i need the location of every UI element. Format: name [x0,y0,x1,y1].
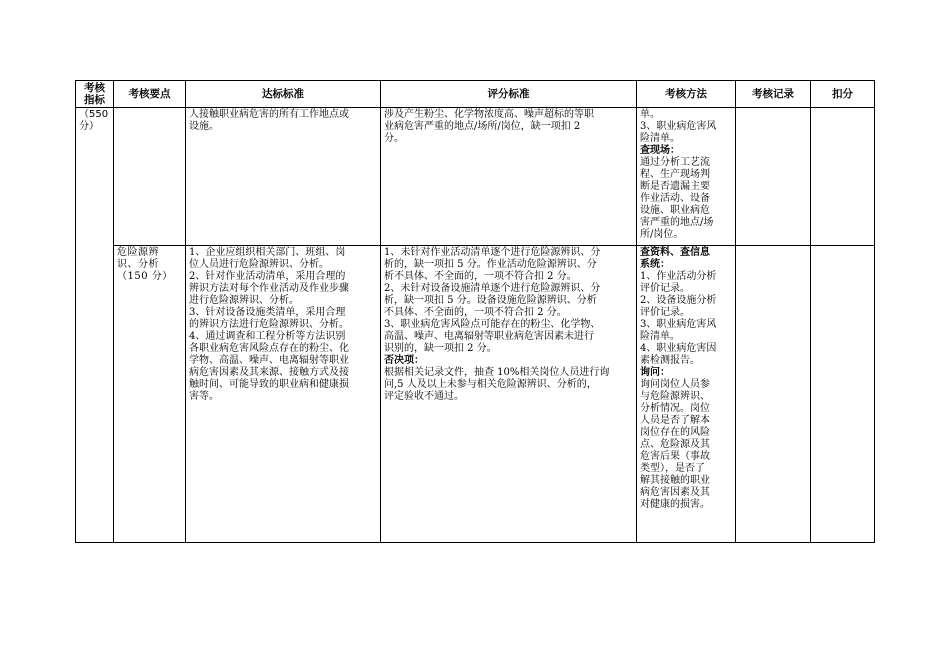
text-line: 根据相关记录文件，抽查 10%相关岗位人员进行询 [384,367,610,378]
text-line: 识、分析 [117,259,159,270]
text-line: 的辨识方法进行危险源辨识、分析。 [189,319,349,330]
text-line: 高温、噪声、电离辐射等职业病危害因素未进行 [384,331,594,342]
text-line: 识别的，缺一项扣 2 分。 [384,343,497,354]
deduction-cell [811,246,875,543]
text-line: 析，缺一项扣 5 分。设备设施危险源辨识、分析 [384,295,597,306]
text-line: 人员是否了解本 [640,415,710,426]
header-key-points: 考核要点 [114,81,186,108]
header-scoring: 评分标准 [381,81,637,108]
text-line: 各职业病危害风险点存在的粉尘、化 [189,343,349,354]
text-line: 否决项： [384,355,424,366]
text-line: 害等。 [189,391,219,402]
text-line: 学物、高温、噪声、电离辐射等职业 [189,355,349,366]
text-line: 解其接触的职业 [640,475,710,486]
text-line: 3、职业病危害风 [640,121,717,132]
table-row [76,246,875,543]
header-record: 考核记录 [736,81,811,108]
text-line: 设施。 [189,121,219,132]
text-line: 病危害因素及其 [640,487,710,498]
record-cell [736,246,811,543]
text-line: 1、作业活动分析 [640,271,717,282]
text-line: 病危害因素及其来源、接触方式及接 [189,367,349,378]
text-line: 问,5 人及以上未参与相关危险源辨识、分析的， [384,379,597,390]
header-method: 考核方法 [637,81,736,108]
text-line: 涉及产生粉尘、化学物浓度高、噪声超标的等职 [384,109,594,120]
deduction-cell [811,108,875,246]
text-line: 2、未针对设备设施清单逐个进行危险源辨识、分 [384,283,601,294]
text-line: 询问岗位人员参 [640,379,710,390]
header-indicator: 考核指标 [76,81,114,108]
text-line: 3、职业病危害风险点可能存在的粉尘、化学物、 [384,319,601,330]
scoring-cell [381,108,637,246]
text-line: 位人员进行危险源辨识、分析。 [189,259,329,270]
table-row [76,108,875,246]
text-line: 辨识方法对每个作业活动及作业步骤 [189,283,349,294]
text-line: 分析情况。岗位 [640,403,710,414]
text-line: 2、设备设施分析 [640,295,717,306]
text-line: 询问： [640,367,670,378]
text-line: 3、针对设备设施类清单，采用合理 [189,307,346,318]
text-line: 2、针对作业活动清单，采用合理的 [189,271,346,282]
text-line: 3、职业病危害风 [640,319,717,330]
text-line: 分。 [384,133,404,144]
text-line: 单。 [640,109,660,120]
text-line: 人接触职业病危害的所有工作地点或 [189,109,349,120]
table-header-row [76,81,875,108]
text-line: 触时间、可能导致的职业病和健康损 [189,379,349,390]
header-standard: 达标标准 [186,81,381,108]
text-line: 所/岗位。 [640,229,684,240]
key-point-cell [114,246,186,543]
text-line: 断是否遗漏主要 [640,181,710,192]
text-line: 危险源辨 [117,247,159,258]
text-line: 点、危险源及其 [640,439,710,450]
method-cell [637,108,736,246]
scoring-cell [381,246,637,543]
standard-cell [186,246,381,543]
text-line: 素检测报告。 [640,355,700,366]
text-line: 查资料、查信息 [640,247,710,258]
record-cell [736,108,811,246]
text-line: 业病危害严重的地点/场所/岗位，缺一项扣 2 [384,121,581,132]
key-point-cell [114,108,186,246]
text-line: 进行危险源辨识、分析。 [189,295,299,306]
text-line: 评价记录。 [640,307,690,318]
text-line: 评价记录。 [640,283,690,294]
text-line: 通过分析工艺流 [640,157,710,168]
text-line: 1、企业应组织相关部门、班组、岗 [189,247,346,258]
text-line: 险清单。 [640,133,680,144]
text-line: 作业活动、设备 [640,193,710,204]
text-line: 查现场： [640,145,680,156]
text-line: （150 分） [117,271,173,282]
text-line: 与危险源辨识、 [640,391,710,402]
text-line: 不具体、不全面的，一项不符合扣 2 分。 [384,307,567,318]
text-line: 危害后果（事故 [640,451,710,462]
text-line: 设施、职业病危 [640,205,710,216]
assessment-table [75,80,875,543]
text-line: 4、职业病危害因 [640,343,717,354]
text-line: 4、通过调查和工程分析等方法识别 [189,331,346,342]
method-cell [637,246,736,543]
standard-cell [186,108,381,246]
text-line: 程、生产现场判 [640,169,710,180]
text-line: 评定验收不通过。 [384,391,464,402]
text-line: 析不具体、不全面的，一项不符合扣 2 分。 [384,271,577,282]
text-line: 1、未针对作业活动清单逐个进行危险源辨识、分 [384,247,601,258]
text-line: 险清单。 [640,331,680,342]
text-line: 类型），是否了 [640,463,705,474]
text-line: 害严重的地点/场 [640,217,714,228]
text-line: 岗位存在的风险 [640,427,710,438]
text-line: 析的，缺一项扣 5 分。作业活动危险源辨识、分 [384,259,597,270]
text-line: 对健康的损害。 [640,499,710,510]
header-deduction: 扣分 [811,81,875,108]
text-line: 系统： [640,259,670,270]
indicator-cell: （550分） [76,108,114,543]
